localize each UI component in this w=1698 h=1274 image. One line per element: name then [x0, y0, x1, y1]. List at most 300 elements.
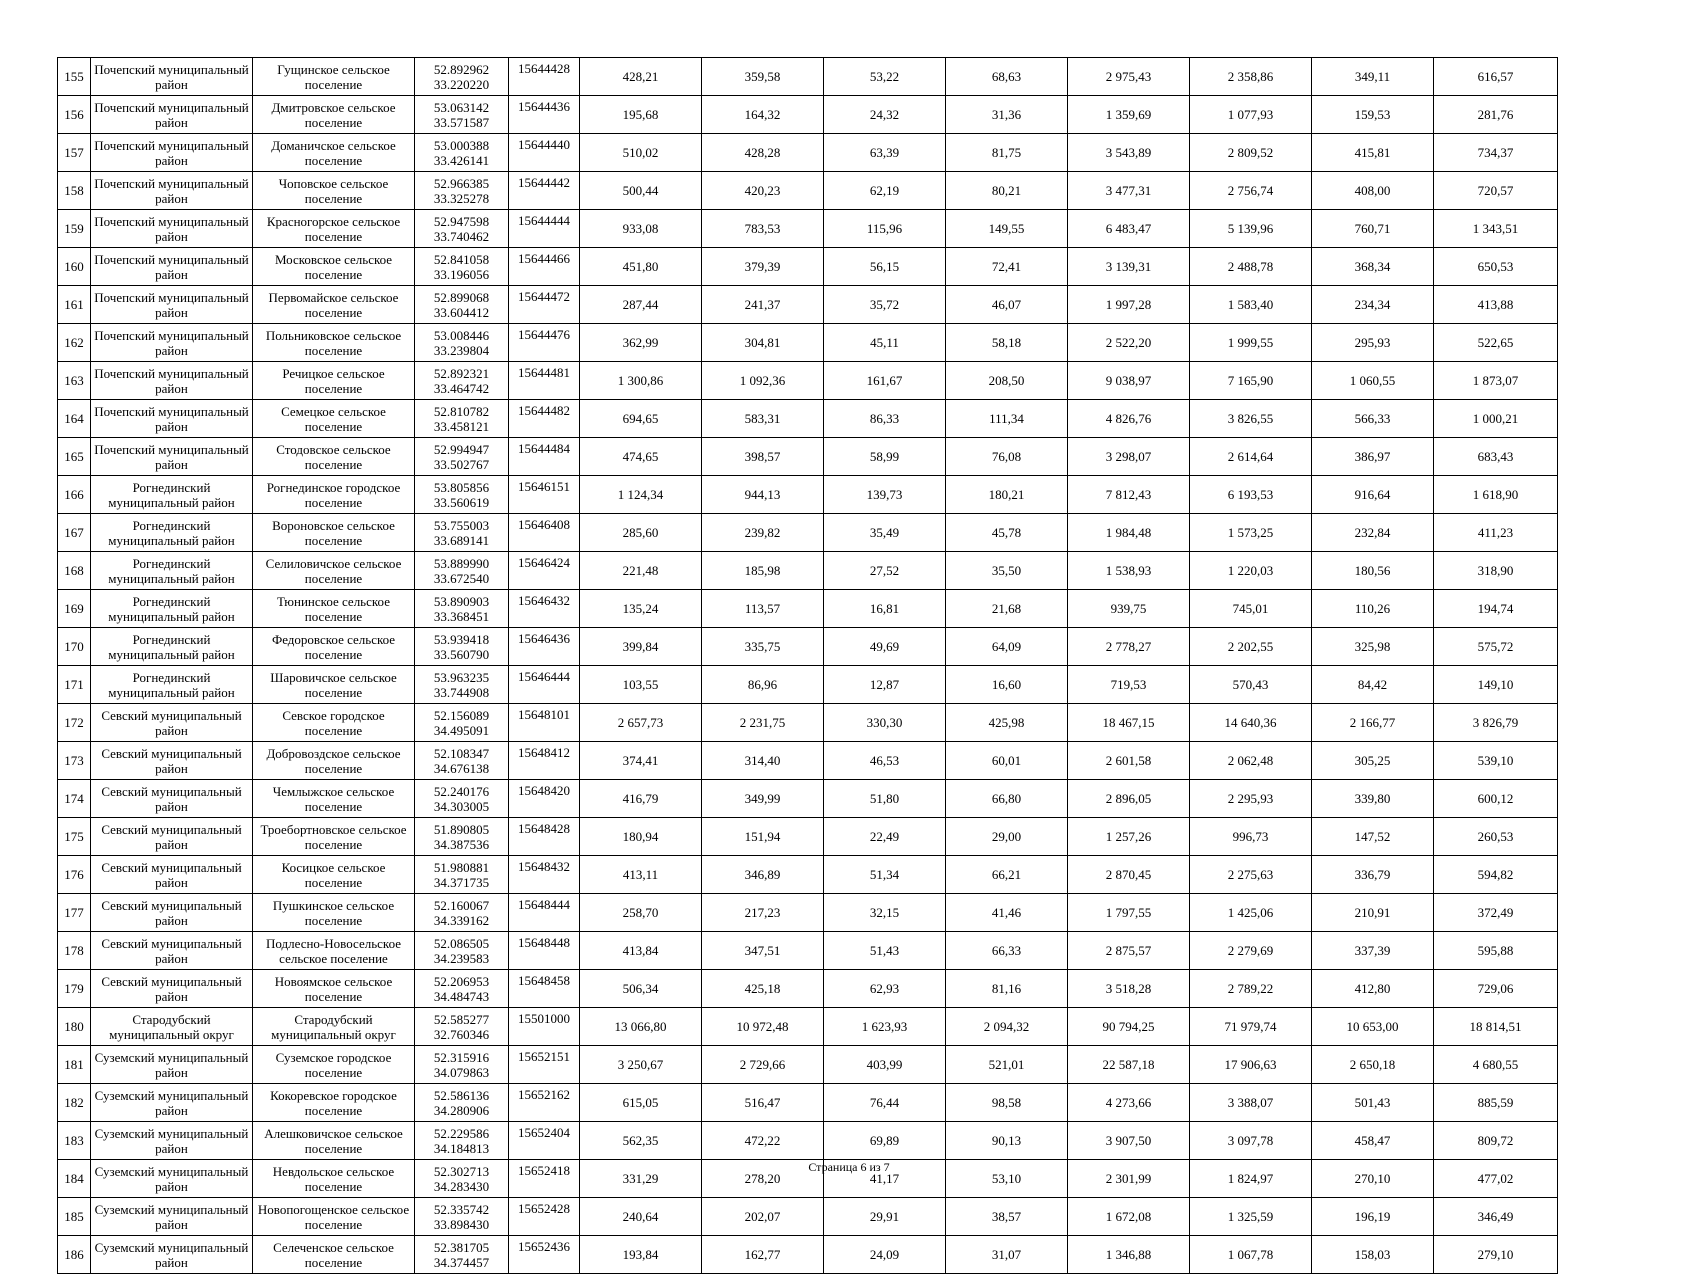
- latitude: 52.994947: [433, 441, 490, 457]
- district-cell: Севский муниципальный район: [91, 704, 253, 742]
- value-cell: 566,33: [1312, 400, 1434, 438]
- value-cell: 45,11: [824, 324, 946, 362]
- value-cell: 616,57: [1434, 58, 1558, 96]
- longitude: 33.898430: [433, 1216, 490, 1232]
- code-cell: 15644428: [509, 58, 580, 96]
- district-cell: Севский муниципальный район: [91, 970, 253, 1008]
- value-cell: 3 139,31: [1068, 248, 1190, 286]
- value-cell: 111,34: [946, 400, 1068, 438]
- table-row: [58, 400, 1558, 438]
- value-cell: 159,53: [1312, 96, 1434, 134]
- value-cell: 3 826,55: [1190, 400, 1312, 438]
- code-cell: 15646424: [509, 552, 580, 590]
- district-cell: Стародубский муниципальный округ: [91, 1008, 253, 1046]
- value-cell: 76,44: [824, 1084, 946, 1122]
- latitude: 52.381705: [433, 1239, 490, 1255]
- code-cell: 15644484: [509, 438, 580, 476]
- value-cell: 63,39: [824, 134, 946, 172]
- value-cell: 29,91: [824, 1198, 946, 1236]
- longitude: 34.339162: [433, 912, 490, 928]
- settlement-cell: Пушкинское сельское поселение: [253, 894, 415, 932]
- district-cell: Суземский муниципальный район: [91, 1084, 253, 1122]
- row-number: 162: [58, 324, 91, 362]
- district-cell: Рогнединский муниципальный район: [91, 590, 253, 628]
- latitude: 52.586136: [433, 1087, 490, 1103]
- value-cell: 428,21: [580, 58, 702, 96]
- table-row: [58, 1084, 1558, 1122]
- table-row: [58, 1008, 1558, 1046]
- row-number: 164: [58, 400, 91, 438]
- coordinates-cell: [415, 628, 509, 666]
- value-cell: 362,99: [580, 324, 702, 362]
- longitude: 34.184813: [433, 1140, 490, 1156]
- longitude: 33.502767: [433, 456, 490, 472]
- value-cell: 185,98: [702, 552, 824, 590]
- value-cell: 500,44: [580, 172, 702, 210]
- value-cell: 62,19: [824, 172, 946, 210]
- settlement-cell: Новоямское сельское поселение: [253, 970, 415, 1008]
- value-cell: 1 124,34: [580, 476, 702, 514]
- value-cell: 615,05: [580, 1084, 702, 1122]
- value-cell: 346,89: [702, 856, 824, 894]
- value-cell: 347,51: [702, 932, 824, 970]
- value-cell: 3 543,89: [1068, 134, 1190, 172]
- value-cell: 2 231,75: [702, 704, 824, 742]
- value-cell: 336,79: [1312, 856, 1434, 894]
- value-cell: 2 729,66: [702, 1046, 824, 1084]
- value-cell: 90,13: [946, 1122, 1068, 1160]
- latitude: 53.063142: [433, 99, 490, 115]
- value-cell: 260,53: [1434, 818, 1558, 856]
- value-cell: 24,32: [824, 96, 946, 134]
- value-cell: 1 538,93: [1068, 552, 1190, 590]
- row-number: 181: [58, 1046, 91, 1084]
- row-number: 186: [58, 1236, 91, 1274]
- district-cell: Рогнединский муниципальный район: [91, 666, 253, 704]
- value-cell: 325,98: [1312, 628, 1434, 666]
- district-cell: Суземский муниципальный район: [91, 1122, 253, 1160]
- value-cell: 1 623,93: [824, 1008, 946, 1046]
- value-cell: 202,07: [702, 1198, 824, 1236]
- value-cell: 413,84: [580, 932, 702, 970]
- district-cell: Почепский муниципальный район: [91, 324, 253, 362]
- value-cell: 81,75: [946, 134, 1068, 172]
- settlement-cell: Гущинское сельское поселение: [253, 58, 415, 96]
- latitude: 52.841058: [433, 251, 490, 267]
- value-cell: 1 092,36: [702, 362, 824, 400]
- value-cell: 398,57: [702, 438, 824, 476]
- settlement-cell: Косицкое сельское поселение: [253, 856, 415, 894]
- value-cell: 386,97: [1312, 438, 1434, 476]
- value-cell: 331,29: [580, 1160, 702, 1198]
- row-number: 176: [58, 856, 91, 894]
- value-cell: 349,99: [702, 780, 824, 818]
- value-cell: 412,80: [1312, 970, 1434, 1008]
- settlement-cell: Федоровское сельское поселение: [253, 628, 415, 666]
- coordinates-cell: [415, 1198, 509, 1236]
- settlement-cell: Стародубский муниципальный округ: [253, 1008, 415, 1046]
- value-cell: 180,21: [946, 476, 1068, 514]
- value-cell: 2 657,73: [580, 704, 702, 742]
- code-cell: 15648101: [509, 704, 580, 742]
- row-number: 165: [58, 438, 91, 476]
- value-cell: 10 653,00: [1312, 1008, 1434, 1046]
- latitude: 53.805856: [433, 479, 490, 495]
- value-cell: 399,84: [580, 628, 702, 666]
- latitude: 52.160067: [433, 897, 490, 913]
- district-cell: Почепский муниципальный район: [91, 248, 253, 286]
- value-cell: 208,50: [946, 362, 1068, 400]
- value-cell: 151,94: [702, 818, 824, 856]
- district-cell: Почепский муниципальный район: [91, 362, 253, 400]
- latitude: 52.156089: [433, 707, 490, 723]
- value-cell: 2 094,32: [946, 1008, 1068, 1046]
- longitude: 33.560790: [433, 646, 490, 662]
- value-cell: 9 038,97: [1068, 362, 1190, 400]
- latitude: 52.810782: [433, 403, 490, 419]
- value-cell: 135,24: [580, 590, 702, 628]
- settlement-cell: Селиловичское сельское поселение: [253, 552, 415, 590]
- code-cell: 15644436: [509, 96, 580, 134]
- value-cell: 195,68: [580, 96, 702, 134]
- longitude: 34.239583: [433, 950, 490, 966]
- value-cell: 113,57: [702, 590, 824, 628]
- value-cell: 1 343,51: [1434, 210, 1558, 248]
- table-row: [58, 628, 1558, 666]
- value-cell: 64,09: [946, 628, 1068, 666]
- longitude: 34.495091: [433, 722, 490, 738]
- table-row: [58, 438, 1558, 476]
- code-cell: 15652428: [509, 1198, 580, 1236]
- value-cell: 210,91: [1312, 894, 1434, 932]
- value-cell: 1 067,78: [1190, 1236, 1312, 1274]
- value-cell: 72,41: [946, 248, 1068, 286]
- table-row: [58, 1122, 1558, 1160]
- settlement-cell: Суземское городское поселение: [253, 1046, 415, 1084]
- coordinates-cell: [415, 970, 509, 1008]
- value-cell: 2 601,58: [1068, 742, 1190, 780]
- value-cell: 2 614,64: [1190, 438, 1312, 476]
- longitude: 34.371735: [433, 874, 490, 890]
- value-cell: 1 999,55: [1190, 324, 1312, 362]
- value-cell: 58,18: [946, 324, 1068, 362]
- value-cell: 76,08: [946, 438, 1068, 476]
- value-cell: 411,23: [1434, 514, 1558, 552]
- value-cell: 278,20: [702, 1160, 824, 1198]
- code-cell: 15644481: [509, 362, 580, 400]
- value-cell: 46,07: [946, 286, 1068, 324]
- value-cell: 5 139,96: [1190, 210, 1312, 248]
- code-cell: 15644482: [509, 400, 580, 438]
- value-cell: 16,60: [946, 666, 1068, 704]
- value-cell: 477,02: [1434, 1160, 1558, 1198]
- table-row: [58, 1046, 1558, 1084]
- value-cell: 41,46: [946, 894, 1068, 932]
- value-cell: 472,22: [702, 1122, 824, 1160]
- row-number: 166: [58, 476, 91, 514]
- value-cell: 14 640,36: [1190, 704, 1312, 742]
- coordinates-cell: [415, 96, 509, 134]
- coordinates-cell: [415, 400, 509, 438]
- coordinates-cell: [415, 438, 509, 476]
- latitude: 52.335742: [433, 1201, 490, 1217]
- district-cell: Суземский муниципальный район: [91, 1046, 253, 1084]
- value-cell: 304,81: [702, 324, 824, 362]
- coordinates-cell: [415, 780, 509, 818]
- value-cell: 4 826,76: [1068, 400, 1190, 438]
- value-cell: 281,76: [1434, 96, 1558, 134]
- settlement-cell: Московское сельское поселение: [253, 248, 415, 286]
- row-number: 175: [58, 818, 91, 856]
- value-cell: 760,71: [1312, 210, 1434, 248]
- value-cell: 1 060,55: [1312, 362, 1434, 400]
- district-cell: Севский муниципальный район: [91, 742, 253, 780]
- value-cell: 2 809,52: [1190, 134, 1312, 172]
- value-cell: 6 193,53: [1190, 476, 1312, 514]
- settlement-cell: Речицкое сельское поселение: [253, 362, 415, 400]
- value-cell: 110,26: [1312, 590, 1434, 628]
- coordinates-cell: [415, 324, 509, 362]
- value-cell: 2 062,48: [1190, 742, 1312, 780]
- value-cell: 1 573,25: [1190, 514, 1312, 552]
- value-cell: 2 488,78: [1190, 248, 1312, 286]
- value-cell: 32,15: [824, 894, 946, 932]
- settlement-cell: Шаровичское сельское поселение: [253, 666, 415, 704]
- code-cell: 15652162: [509, 1084, 580, 1122]
- settlement-cell: Кокоревское городское поселение: [253, 1084, 415, 1122]
- value-cell: 1 873,07: [1434, 362, 1558, 400]
- value-cell: 2 275,63: [1190, 856, 1312, 894]
- coordinates-cell: [415, 248, 509, 286]
- value-cell: 594,82: [1434, 856, 1558, 894]
- settlement-cell: Рогнединское городское поселение: [253, 476, 415, 514]
- table-row: [58, 932, 1558, 970]
- value-cell: 337,39: [1312, 932, 1434, 970]
- code-cell: 15648444: [509, 894, 580, 932]
- value-cell: 1 077,93: [1190, 96, 1312, 134]
- row-number: 173: [58, 742, 91, 780]
- code-cell: 15652151: [509, 1046, 580, 1084]
- row-number: 182: [58, 1084, 91, 1122]
- longitude: 33.672540: [433, 570, 490, 586]
- value-cell: 318,90: [1434, 552, 1558, 590]
- latitude: 52.966385: [433, 175, 490, 191]
- latitude: 52.899068: [433, 289, 490, 305]
- value-cell: 1 325,59: [1190, 1198, 1312, 1236]
- longitude: 34.303005: [433, 798, 490, 814]
- value-cell: 18 814,51: [1434, 1008, 1558, 1046]
- longitude: 33.689141: [433, 532, 490, 548]
- coordinates-cell: [415, 1008, 509, 1046]
- value-cell: 413,88: [1434, 286, 1558, 324]
- longitude: 34.079863: [433, 1064, 490, 1080]
- value-cell: 583,31: [702, 400, 824, 438]
- value-cell: 595,88: [1434, 932, 1558, 970]
- value-cell: 295,93: [1312, 324, 1434, 362]
- latitude: 53.890903: [433, 593, 490, 609]
- coordinates-cell: [415, 742, 509, 780]
- table-row: [58, 514, 1558, 552]
- value-cell: 60,01: [946, 742, 1068, 780]
- table-row: [58, 970, 1558, 1008]
- district-cell: Почепский муниципальный район: [91, 210, 253, 248]
- value-cell: 2 301,99: [1068, 1160, 1190, 1198]
- coordinates-cell: [415, 590, 509, 628]
- table-row: [58, 210, 1558, 248]
- value-cell: 1 425,06: [1190, 894, 1312, 932]
- district-cell: Рогнединский муниципальный район: [91, 476, 253, 514]
- district-cell: Почепский муниципальный район: [91, 438, 253, 476]
- settlement-cell: Стодовское сельское поселение: [253, 438, 415, 476]
- longitude: 33.464742: [433, 380, 490, 396]
- value-cell: 4 680,55: [1434, 1046, 1558, 1084]
- longitude: 34.280906: [433, 1102, 490, 1118]
- value-cell: 374,41: [580, 742, 702, 780]
- table-row: [58, 666, 1558, 704]
- value-cell: 522,65: [1434, 324, 1558, 362]
- value-cell: 1 672,08: [1068, 1198, 1190, 1236]
- value-cell: 149,10: [1434, 666, 1558, 704]
- table-row: [58, 818, 1558, 856]
- value-cell: 501,43: [1312, 1084, 1434, 1122]
- row-number: 178: [58, 932, 91, 970]
- value-cell: 1 997,28: [1068, 286, 1190, 324]
- value-cell: 372,49: [1434, 894, 1558, 932]
- longitude: 34.374457: [433, 1254, 490, 1270]
- value-cell: 1 583,40: [1190, 286, 1312, 324]
- district-cell: Почепский муниципальный район: [91, 96, 253, 134]
- settlement-cell: Чемлыжское сельское поселение: [253, 780, 415, 818]
- settlement-cell: Троебортновское сельское поселение: [253, 818, 415, 856]
- value-cell: 939,75: [1068, 590, 1190, 628]
- value-cell: 330,30: [824, 704, 946, 742]
- value-cell: 18 467,15: [1068, 704, 1190, 742]
- value-cell: 56,15: [824, 248, 946, 286]
- longitude: 33.458121: [433, 418, 490, 434]
- value-cell: 539,10: [1434, 742, 1558, 780]
- district-cell: Рогнединский муниципальный район: [91, 514, 253, 552]
- table-row: [58, 324, 1558, 362]
- value-cell: 38,57: [946, 1198, 1068, 1236]
- settlement-cell: Невдольское сельское поселение: [253, 1160, 415, 1198]
- value-cell: 62,93: [824, 970, 946, 1008]
- value-cell: 996,73: [1190, 818, 1312, 856]
- code-cell: 15501000: [509, 1008, 580, 1046]
- row-number: 168: [58, 552, 91, 590]
- value-cell: 2 295,93: [1190, 780, 1312, 818]
- settlement-cell: Подлесно-Новосельское сельское поселение: [253, 932, 415, 970]
- value-cell: 314,40: [702, 742, 824, 780]
- longitude: 33.604412: [433, 304, 490, 320]
- row-number: 171: [58, 666, 91, 704]
- value-cell: 239,82: [702, 514, 824, 552]
- value-cell: 51,43: [824, 932, 946, 970]
- latitude: 53.000388: [433, 137, 490, 153]
- longitude: 34.676138: [433, 760, 490, 776]
- table-row: [58, 856, 1558, 894]
- value-cell: 1 300,86: [580, 362, 702, 400]
- value-cell: 420,23: [702, 172, 824, 210]
- longitude: 33.196056: [433, 266, 490, 282]
- value-cell: 86,33: [824, 400, 946, 438]
- latitude: 52.585277: [433, 1011, 490, 1027]
- code-cell: 15648432: [509, 856, 580, 894]
- value-cell: 413,11: [580, 856, 702, 894]
- table-row: [58, 286, 1558, 324]
- table-row: [58, 704, 1558, 742]
- coordinates-cell: [415, 514, 509, 552]
- value-cell: 45,78: [946, 514, 1068, 552]
- longitude: 33.325278: [433, 190, 490, 206]
- value-cell: 285,60: [580, 514, 702, 552]
- coordinates-cell: [415, 1236, 509, 1274]
- value-cell: 1 000,21: [1434, 400, 1558, 438]
- value-cell: 217,23: [702, 894, 824, 932]
- value-cell: 2 896,05: [1068, 780, 1190, 818]
- row-number: 167: [58, 514, 91, 552]
- coordinates-cell: [415, 856, 509, 894]
- value-cell: 10 972,48: [702, 1008, 824, 1046]
- code-cell: 15652436: [509, 1236, 580, 1274]
- value-cell: 17 906,63: [1190, 1046, 1312, 1084]
- coordinates-cell: [415, 704, 509, 742]
- row-number: 177: [58, 894, 91, 932]
- value-cell: 51,34: [824, 856, 946, 894]
- table-row: [58, 1198, 1558, 1236]
- row-number: 179: [58, 970, 91, 1008]
- value-cell: 1 824,97: [1190, 1160, 1312, 1198]
- settlement-cell: Доманичское сельское поселение: [253, 134, 415, 172]
- value-cell: 241,37: [702, 286, 824, 324]
- longitude: 33.239804: [433, 342, 490, 358]
- coordinates-cell: [415, 476, 509, 514]
- coordinates-cell: [415, 932, 509, 970]
- value-cell: 570,43: [1190, 666, 1312, 704]
- value-cell: 335,75: [702, 628, 824, 666]
- settlement-cell: Севское городское поселение: [253, 704, 415, 742]
- settlement-cell: Польниковское сельское поселение: [253, 324, 415, 362]
- value-cell: 506,34: [580, 970, 702, 1008]
- value-cell: 29,00: [946, 818, 1068, 856]
- district-cell: Почепский муниципальный район: [91, 134, 253, 172]
- coordinates-cell: [415, 286, 509, 324]
- table-row: [58, 58, 1558, 96]
- district-cell: Почепский муниципальный район: [91, 400, 253, 438]
- value-cell: 3 477,31: [1068, 172, 1190, 210]
- coordinates-cell: [415, 894, 509, 932]
- value-cell: 12,87: [824, 666, 946, 704]
- value-cell: 3 388,07: [1190, 1084, 1312, 1122]
- table-row: [58, 742, 1558, 780]
- value-cell: 3 298,07: [1068, 438, 1190, 476]
- value-cell: 458,47: [1312, 1122, 1434, 1160]
- table-row: [58, 476, 1558, 514]
- table-row: [58, 1236, 1558, 1274]
- value-cell: 885,59: [1434, 1084, 1558, 1122]
- value-cell: 305,25: [1312, 742, 1434, 780]
- coordinates-cell: [415, 134, 509, 172]
- value-cell: 7 165,90: [1190, 362, 1312, 400]
- value-cell: 1 257,26: [1068, 818, 1190, 856]
- value-cell: 3 907,50: [1068, 1122, 1190, 1160]
- district-cell: Суземский муниципальный район: [91, 1160, 253, 1198]
- value-cell: 66,80: [946, 780, 1068, 818]
- value-cell: 49,69: [824, 628, 946, 666]
- value-cell: 158,03: [1312, 1236, 1434, 1274]
- value-cell: 2 202,55: [1190, 628, 1312, 666]
- value-cell: 164,32: [702, 96, 824, 134]
- coordinates-cell: [415, 818, 509, 856]
